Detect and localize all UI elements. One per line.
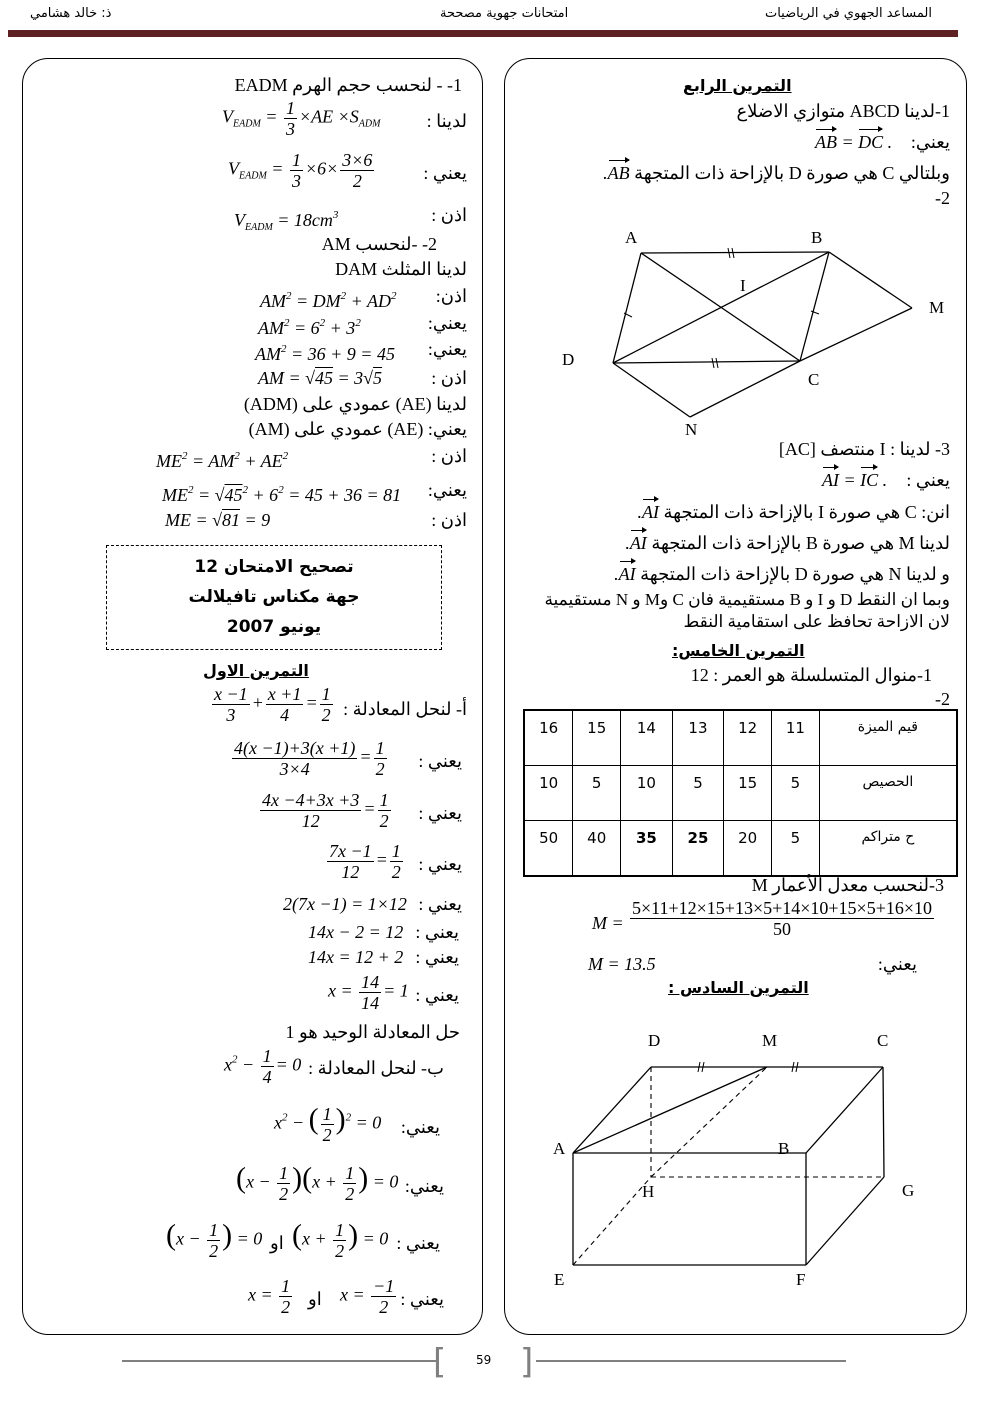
table-cell: 16 [524,710,573,766]
perp-line-2: يعني: (AE) عمودي على (AM) [248,419,467,439]
edge-BC [806,1067,883,1153]
seg-DC [613,361,800,363]
figure-cuboid [530,1010,950,1300]
fig1-label-D: D [562,350,575,369]
footer-right-bracket: ] [520,1342,534,1382]
fig1-label-I: I [740,276,746,295]
b-line-3-or: او [270,1233,284,1253]
am-line-2-label: يعني: [427,313,467,333]
b-line-3-formula-left: (x − $\frac{1}{2}$ ) = 0 [166,1218,263,1261]
fig2-label-H: H [642,1182,655,1201]
footer-line-left [122,1360,436,1362]
header-author: ذ: خالد هشامي [30,6,112,21]
edge-FG [806,1177,884,1265]
table-cell: 25 [672,821,724,877]
seg-NC [690,361,800,417]
seg-BM [829,252,912,308]
ex5-line-1: 1-منوال المتسلسلة هو العمر : 12 [690,665,932,685]
q1-line-3-formula: $V_{EADM} = 18cm^3$ [234,209,339,233]
fig2-label-D: D [648,1031,661,1050]
b-line-4-formula-right: x = $\frac{-1}{2}$ [340,1276,395,1317]
b-line-2-formula: (x − $\frac{1}{2}$ )(x + $\frac{1}{2}$ ) = 0 [236,1161,399,1204]
table-cell: 13 [672,710,724,766]
part-a-equation: $\frac{x -1}{3}$ + $\frac{x +1}{4}$ = $\frac{1}{2}$ [214,684,331,725]
a-line-6-label: يعني : [415,947,459,967]
a-line-7-formula: x = $\frac{14}{14}$ = 1 [328,972,409,1013]
q1-title: 1- - لنحسب حجم الهرم EADM [234,75,462,95]
b-line-3-label: يعني : [396,1233,440,1253]
edge-AD [573,1067,651,1153]
fig1-label-B: B [811,228,823,247]
edge-EH [573,1177,651,1265]
seg-DB [613,252,829,363]
page-number: 59 [476,1353,492,1367]
ex4-line-4: -2 [935,188,950,208]
me-line-2-label: يعني: [427,480,467,500]
q1-line-3-label: اذن : [431,205,467,225]
ex4-line-3-text: وبلتالي C هي صورة D بالإزاحة ذات المتجهة [634,163,950,183]
seg-AB [641,252,829,253]
footer-left-bracket: [ [433,1342,447,1382]
am-line-4-label: اذن : [431,368,467,388]
me-line-1-label: اذن : [431,446,467,466]
a-line-2-label: يعني : [418,803,462,823]
table-row [524,766,957,821]
ex4-line-9: و لدينا N هي صورة D بالإزاحة ذات المتجهة .AI [614,564,950,584]
a-line-1-label: يعني : [418,751,462,771]
table-cell: 35 [621,821,673,877]
me-line-2-formula: $ME^2 = √45^2 + 6^2 = 45 + 36 = 81$ [162,484,402,505]
am-line-1-formula: $AM^2 = DM^2 + AD^2$ [260,290,397,311]
part-b-equation: $x^2$ − $\frac{1}{4}$ = 0 [224,1046,302,1087]
part-b-title: ب- لنحل المعادلة : [308,1058,444,1078]
table-cell: 10 [524,766,573,821]
table-row [524,710,957,766]
b-line-4-formula-left: x = $\frac{1}{2}$ [248,1276,291,1317]
ex5-line-2: -2 [935,689,950,709]
seg-AC [641,253,800,361]
perp-line-1: لدينا (AE) عمودي على (ADM) [243,394,467,414]
header-right-title: المساعد الجهوي في الرياضيات [764,6,932,21]
table-cell: 5 [672,766,724,821]
ex4-line-8: لدينا M هي صورة B بالإزاحة ذات المتجهة .AI [625,533,950,553]
ex5-line-3: 3-لنحسب معدل الأعمار M [751,875,944,895]
table-row-label: قيم الميزة [819,710,957,766]
a-line-6-formula: 14x = 12 + 2 [308,947,404,967]
am-line-2-formula: $AM^2 = 6^2 + 3^2$ [258,317,361,338]
mean-denominator: 50 [773,919,791,939]
fig2-label-B: B [778,1139,790,1158]
edge-AM [573,1067,767,1153]
table-cell: 14 [621,710,673,766]
table-cell: 15 [724,766,772,821]
q1-line-1-label: لدينا : [426,111,467,131]
exam-info-line-2: جهة مكناس تافيلالت [188,587,360,607]
q1-line-1-formula: $V_{EADM}$ = $\frac{1}{3}$ $\times AE \times S_{ADM}$ [222,98,381,139]
ex4-line-1: 1-لدينا ABCD متوازي الاضلاع [736,101,950,121]
me-line-3-label: اذن : [431,510,467,530]
a-line-4-label: يعني : [418,894,462,914]
table-cell: 11 [772,710,820,766]
ex4-line-7-text: انن: C هي صورة I بالإزاحة ذات المتجهة [663,502,950,522]
a-line-3-formula: $\frac{7x -1}{12}$ = $\frac{1}{2}$ [329,841,401,882]
table-row-label: الحصيص [819,766,957,821]
a-line-5-label: يعني : [415,922,459,942]
ex4-line-11: لان الازاحة تحافظ على استقامية النقط [683,612,950,631]
b-line-2-label: يعني: [404,1176,444,1196]
ex4-line-2-label: يعني: [910,132,950,152]
ex4-line-10: وبما ان النقط D و I و B مستقيمية فان C وM و N مستقيمية [544,590,950,609]
q2-title: 2- -لنحسب AM [321,234,437,254]
table-cell: 15 [573,710,621,766]
exam-info-line-1: تصحيح الامتحان 12 [194,557,354,577]
mean-numerator: 5×11+12×15+13×5+14×10+15×5+16×10 [632,898,932,918]
frequency-table [523,709,958,877]
ex4-line-6-label: يعني : [906,470,950,490]
ex4-line-9-text: و لدينا N هي صورة D بالإزاحة ذات المتجهة [640,564,950,584]
a-line-4-formula: 2(7x −1) = 1×12 [283,894,407,914]
header-center-title: امتحانات جهوية مصححة [440,6,569,21]
mean-formula-lhs: M = [592,913,624,933]
fig2-label-F: F [796,1270,806,1289]
fig2-label-G: G [902,1181,915,1200]
ex4-line-7: انن: C هي صورة I بالإزاحة ذات المتجهة .AI [637,502,950,522]
am-line-4-formula: AM = √45 = 3√5 [258,368,383,388]
table-cell: 40 [573,821,621,877]
a-line-5-formula: 14x − 2 = 12 [308,922,404,942]
b-line-1-formula: $x^2$ − ( $\frac{1}{2}$ )$^2$ = 0 [274,1102,382,1145]
mean-formula-fraction [628,898,936,939]
table-row-label: ح متراكم [819,821,957,877]
fig1-label-N: N [685,420,698,439]
a-line-3-label: يعني : [418,854,462,874]
fig2-label-M: M [762,1031,778,1050]
table-cell: 5 [573,766,621,821]
mean-result-label: يعني: [877,954,917,974]
fig2-label-E: E [554,1270,565,1289]
edge-HM [651,1067,767,1177]
seg-AD [613,253,641,363]
b-line-1-label: يعني: [400,1117,440,1137]
a-line-2-formula: $\frac{4x -4+3x +3}{12}$ = $\frac{1}{2}$ [262,790,389,831]
b-line-4-label: يعني : [400,1289,444,1309]
am-line-3-formula: $AM^2 = 36 + 9 = 45$ [255,343,395,364]
figure-parallelogram [540,215,960,445]
table-cell: 20 [724,821,772,877]
me-line-3-formula: ME = √81 = 9 [165,510,271,530]
ex4-line-3: وبلتالي C هي صورة D بالإزاحة ذات المتجهة .AB [603,163,950,183]
ex4-line-8-text: لدينا M هي صورة B بالإزاحة ذات المتجهة [651,533,950,553]
footer-line-right [536,1360,846,1362]
fig1-label-M: M [929,298,945,317]
table-cell: 50 [524,821,573,877]
q2-intro: لدينا المثلث DAM [335,259,467,279]
am-line-1-label: اذن: [435,286,467,306]
a-conclusion: حل المعادلة الوحيد هو 1 [285,1022,460,1042]
seg-BC [800,252,829,361]
a-line-7-label: يعني : [415,985,459,1005]
fig2-label-A: A [553,1139,566,1158]
fig2-label-C: C [877,1031,889,1050]
exercise-4-title: التمرين الرابع [683,76,792,95]
exercise-1-title: التمرين الاول [203,661,309,680]
ex4-line-2-formula: AB = DC . [815,132,893,152]
seg-MC [800,308,912,361]
table-cell: 5 [772,821,820,877]
b-line-3-formula-right: (x + $\frac{1}{2}$ ) = 0 [292,1218,389,1261]
me-line-1-formula: $ME^2 = AM^2 + AE^2$ [156,450,289,471]
ex4-line-5: 3- لدينا : I منتصف [AC] [778,439,950,459]
edge-CG [883,1067,884,1177]
seg-DN [613,363,690,417]
exercise-5-title: التمرين الخامس: [672,641,805,660]
table-cell: 12 [724,710,772,766]
part-a-title: أ- لنحل المعادلة : [343,699,467,719]
exam-info-line-3: يونيو 2007 [226,617,322,637]
ex4-line-6-formula: AI = IC . [822,470,888,490]
table-cell: 5 [772,766,820,821]
b-line-4-or: او [308,1289,322,1309]
fig1-label-C: C [808,370,820,389]
mean-result: M = 13.5 [588,954,656,974]
q1-line-2-formula: $V_{EADM}$ = $\frac{1}{3}$ ×6× $\frac{3\times 6}{2}$ [228,150,373,191]
a-line-1-formula: $\frac{4(x -1)+3(x +1)}{3\times 4}$ = $\frac{1}{2}$ [234,738,385,779]
am-line-3-label: يعني: [427,339,467,359]
table-cell: 10 [621,766,673,821]
exam-info-box [106,545,442,650]
table-row [524,821,957,877]
exercise-6-title: التمرين السادس : [668,978,809,997]
q1-line-2-label: يعني : [423,163,467,183]
fig1-label-A: A [625,228,638,247]
header-divider-bar [8,30,958,37]
